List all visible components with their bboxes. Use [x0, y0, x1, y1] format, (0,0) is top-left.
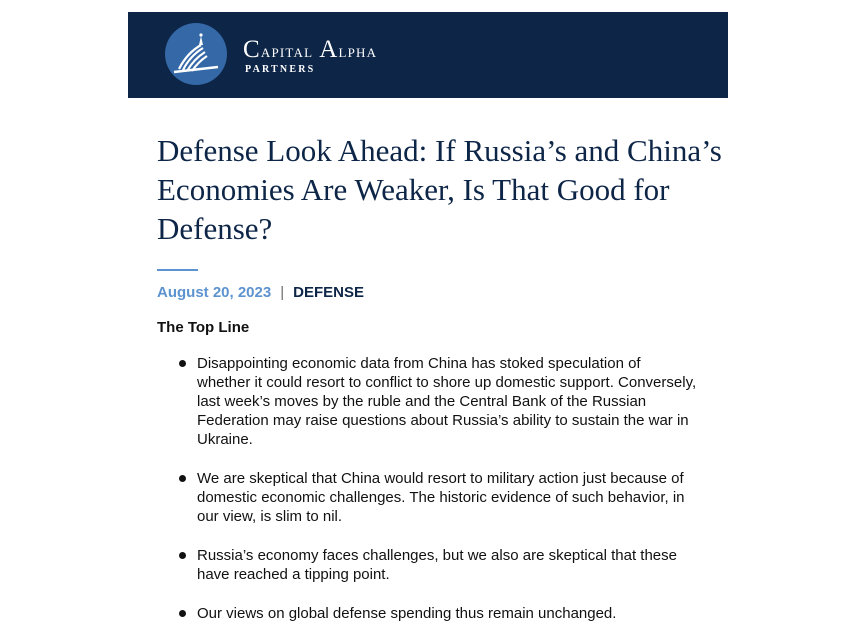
- bullet-icon: [179, 552, 186, 559]
- list-item-text: Our views on global defense spending thus remain unchanged.: [197, 605, 617, 622]
- article-title: Defense Look Ahead: If Russia’s and China’s Economies Are Weaker, Is That Good for Defense?: [157, 133, 722, 246]
- list-item: [157, 354, 697, 449]
- article-date: August 20, 2023: [157, 284, 272, 301]
- header-banner: [128, 12, 728, 98]
- list-item: [157, 604, 697, 623]
- list-item-text: We are skeptical that China would resort to military action just because of domestic economic challenges. The historic evidence of such behavior, in our view, is slim to nil.: [197, 470, 685, 525]
- bullet-icon: [179, 475, 186, 482]
- list-item-text: Russia’s economy faces challenges, but we also are skeptical that these have reached a tipping point.: [197, 547, 677, 583]
- top-line-list: [157, 354, 697, 637]
- list-item-text: Disappointing economic data from China has stoked speculation of whether it could resort to conflict to shore up domestic support. Conversely, last week’s moves by the ruble and the Central Bank of the Russian Federation may raise questions about Russia’s ability to sustain the war in Ukraine.: [197, 355, 697, 448]
- meta-separator: |: [280, 284, 285, 301]
- brand-subtitle: PARTNERS: [245, 64, 316, 75]
- bullet-icon: [179, 610, 186, 617]
- article-meta: [157, 284, 364, 301]
- bullet-icon: [179, 360, 186, 367]
- list-item: [157, 546, 697, 584]
- brand-name: Capital Alpha: [243, 36, 378, 63]
- capitol-dome-icon: [165, 23, 227, 85]
- title-divider: [157, 269, 198, 271]
- section-heading: The Top Line: [157, 319, 250, 336]
- list-item: [157, 469, 697, 526]
- article-category[interactable]: DEFENSE: [293, 284, 364, 301]
